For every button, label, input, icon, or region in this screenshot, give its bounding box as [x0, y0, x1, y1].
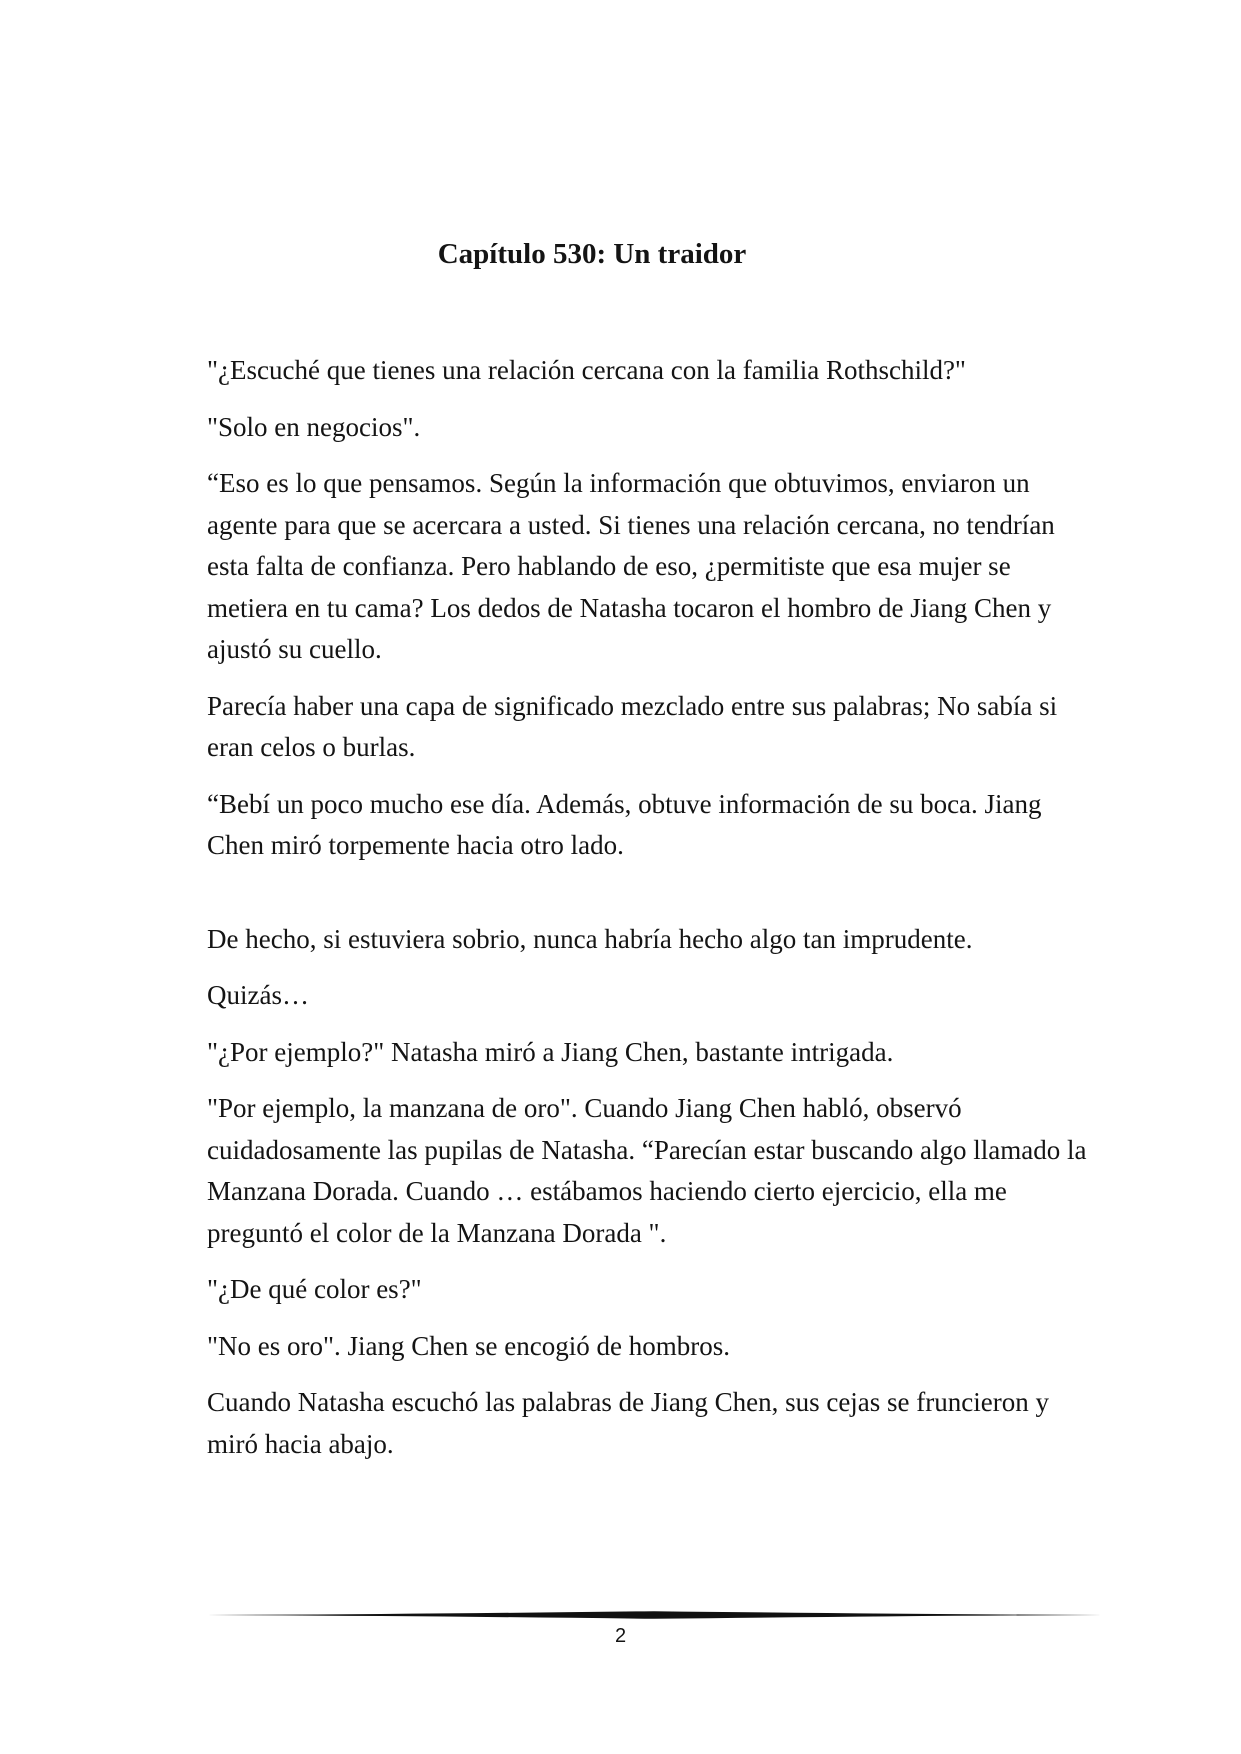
paragraph: "¿Escuché que tienes una relación cercana con la familia Rothschild?" — [207, 355, 966, 385]
paragraph: "¿De qué color es?" — [207, 1274, 422, 1304]
chapter-title: Capítulo 530: Un traidor — [437, 238, 747, 270]
paragraph: “Bebí un poco mucho ese día. Además, obtuve información de su boca. Jiang Chen miró torpemente hacia otro lado. — [207, 788, 1042, 860]
paragraph: "No es oro". Jiang Chen se encogió de hombros. — [207, 1330, 730, 1361]
paragraph: Quizás… — [207, 980, 309, 1010]
paragraph: “Eso es lo que pensamos. Según la información que obtuvimos, enviaron un agente para que se acercara a usted. Si tienes una relación cercana, no tendrían esta falta de confianza. Pero hablando de eso, ¿permitiste que esa mujer se metiera en tu cama? Los dedos de Natasha tocaron el hombro de Jiang Chen y ajustó su cuello. — [207, 468, 1055, 664]
paragraph: Parecía haber una capa de significado mezclado entre sus palabras; No sabía si eran celos o burlas. — [207, 690, 1058, 762]
footer-divider — [207, 1610, 1102, 1620]
paragraph: "Solo en negocios". — [207, 411, 421, 442]
paragraph: Cuando Natasha escuchó las palabras de Jiang Chen, sus cejas se fruncieron y miró hacia abajo. — [207, 1387, 1049, 1459]
page-number: 2 — [614, 1625, 627, 1647]
paragraph: De hecho, si estuviera sobrio, nunca habría hecho algo tan imprudente. — [207, 923, 973, 954]
chapter-body — [207, 350, 1087, 1480]
paragraph: "¿Por ejemplo?" Natasha miró a Jiang Chen, bastante intrigada. — [207, 1036, 894, 1067]
paragraph: "Por ejemplo, la manzana de oro". Cuando Jiang Chen habló, observó cuidadosamente las pupilas de Natasha. “Parecían estar buscando algo llamado la Manzana Dorada. Cuando … estábamos haciendo cierto ejercicio, ella me preguntó el color de la Manzana Dorada ". — [207, 1093, 1087, 1248]
